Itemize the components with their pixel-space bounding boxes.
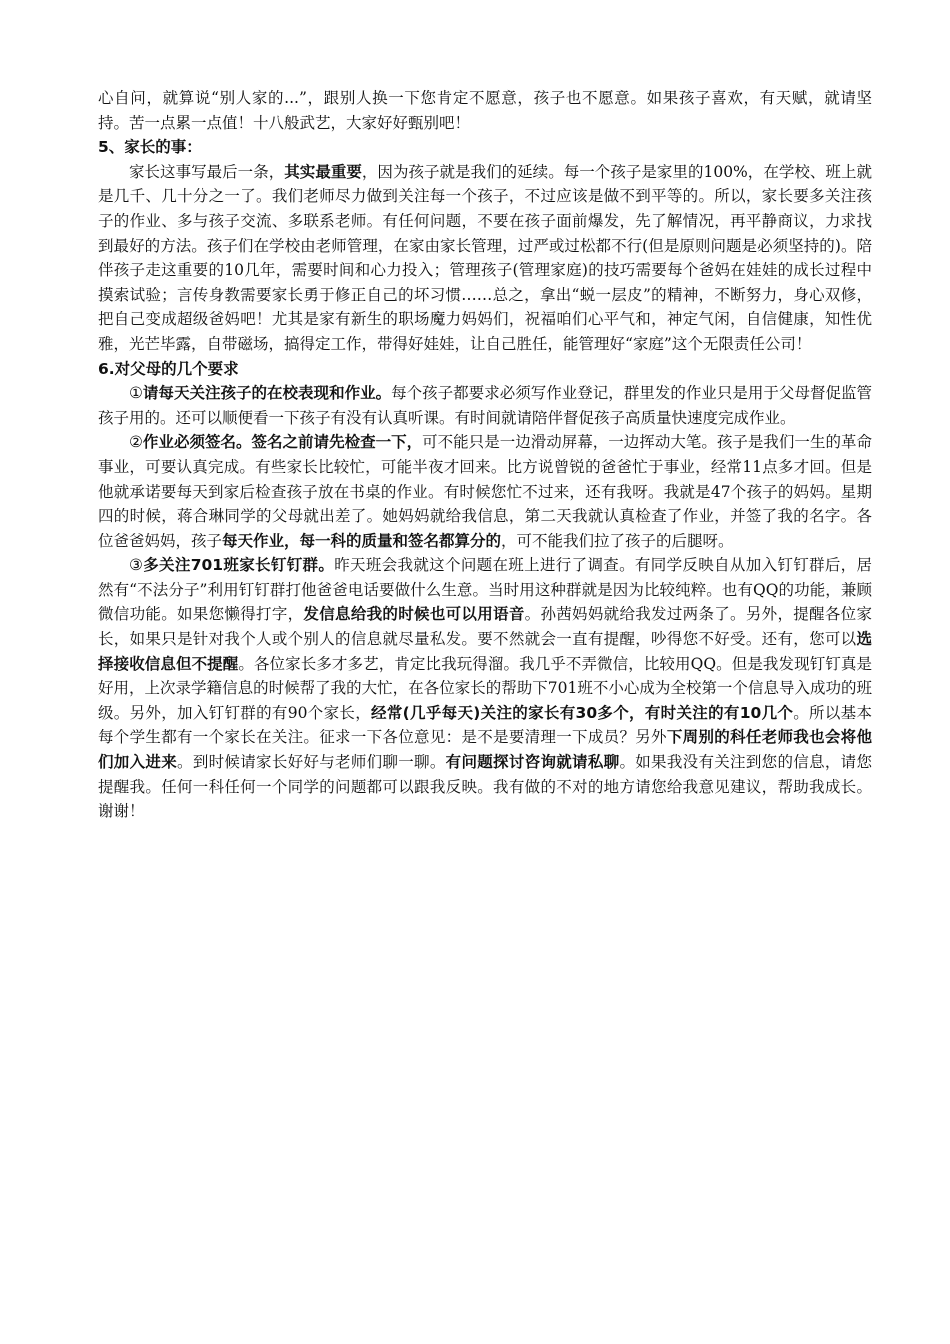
text-run: 。所以基本每个学生都有一个家长在关注。征求一下各位意见：是不是要清理一下成员？另外 [98, 703, 872, 747]
text-run: 。各位家长多才多艺，肯定比我玩得溜。我几乎不弄微信，比较用QQ。但是我发现钉钉真是好用，上次录学籍信息的时候帮了我的大忙，在各位家长的帮助下701班不小心成为全校第一个信息导入成功的班级。另外，加入钉钉群的有90个家长， [98, 654, 872, 722]
bold-text-run: 每天作业，每一科的质量和签名都算分的 [222, 531, 502, 550]
bold-text-run: 有问题探讨咨询就请私聊 [445, 753, 620, 772]
section-heading-5: 5、家长的事： [98, 138, 202, 157]
bold-text-run: 经常(几乎每天)关注的家长有30多个，有时关注的有10几个 [371, 703, 794, 722]
bold-text-run: 下周别的科任老师我也会将他们加入进来 [98, 728, 872, 772]
text-run: 心自问，就算说“别人家的...”，跟别人换一下您肯定不愿意，孩子也不愿意。如果孩子喜欢，有天赋，就请坚持。苦一点累一点值！十八般武艺，大家好好甄别吧！ [98, 89, 872, 132]
text-run: ，因为孩子就是我们的延续。每一个孩子是家里的100%，在学校、班上就是几千、几十分之一了。我们老师尽力做到关注每一个孩子，不过应该是做不到平等的。所以，家长要多关注孩子的作业、多与孩子交流、多联系老师。有任何问题，不要在孩子面前爆发，先了解情况，再平静商议，力求找到最好的方法。孩子们在学校由老师管理，在家由家长管理，过严或过松都不行(但是原则问题是必须坚持的)。陪伴孩子走这重要的10几年，需要时间和心力投入；管理孩子(管理家庭)的技巧需要每个爸妈在娃娃的成长过程中摸索试验；言传身教需要家长勇于修正自己的坏习惯……总之，拿出“蜕一层皮”的精神，不断努力，身心双修，把自己变成超级爸妈吧！尤其是家有新生的职场魔力妈妈们，祝福咱们心平气和，神定气闲，自信健康，知性优雅，光芒毕露，自带磁场，搞得定工作，带得好娃娃，让自己胜任，能管理好“家庭”这个无限责任公司！ [98, 162, 872, 353]
text-run: 可不能只是一边滑动屏幕，一边挥动大笔。孩子是我们一生的革命事业，可要认真完成。有些家长比较忙，可能半夜才回来。比方说曾锐的爸爸忙于事业，经常11点多才回。但是他就承诺要每天到家后检查孩子放在书桌的作业。有时候您忙不过来，还有我呀。我就是47个孩子的妈妈。星期四的时候，蒋合琳同学的父母就出差了。她妈妈就给我信息，第二天我就认真检查了作业，并签了我的名字。各位爸爸妈妈，孩子 [98, 433, 872, 550]
text-run: 。到时候请家长好好与老师们聊一聊。 [177, 753, 446, 772]
text-run: ，可不能我们拉了孩子的后腿呀。 [501, 531, 734, 550]
text-run: ① [129, 384, 143, 403]
bold-text-run: 作业必须签名。签名之前请先检查一下， [142, 433, 423, 452]
text-run: 。孙茜妈妈就给我发过两条了。另外，提醒各位家长，如果只是针对我个人或个别人的信息就尽量私发。要不然就会一直有提醒，吵得您不好受。还有，您可以 [98, 605, 872, 649]
bold-text-run: 其实最重要 [284, 162, 362, 181]
bold-text-run: 请每天关注孩子的在校表现和作业。 [142, 384, 392, 403]
paragraph-continuation [98, 86, 872, 135]
bold-text-run: 选择接收信息但不提醒 [98, 630, 872, 673]
document-page [98, 86, 872, 824]
text-run: ③ [129, 556, 144, 575]
text-run: 。如果我没有关注到您的信息，请您提醒我。任何一科任何一个同学的问题都可以跟我反映。我有做的不对的地方请您给我意见建议，帮助我成长。谢谢！ [98, 753, 872, 821]
text-run: 每个孩子都要求必须写作业登记，群里发的作业只是用于父母督促监管孩子用的。还可以顺便看一下孩子有没有认真听课。有时间就请陪伴督促孩子高质量快速度完成作业。 [98, 384, 872, 427]
requirement-item-1 [98, 381, 872, 430]
requirement-item-3 [98, 553, 872, 824]
text-run: 家长这事写最后一条， [129, 162, 285, 181]
section-heading-6: 6.对父母的几个要求 [98, 359, 239, 378]
bold-text-run: 发信息给我的时候也可以用语音 [303, 605, 525, 624]
text-run: ② [129, 433, 143, 452]
bold-text-run: 多关注701班家长钉钉群。 [143, 556, 335, 575]
requirement-item-2 [98, 430, 872, 553]
text-run: 昨天班会我就这个问题在班上进行了调查。有同学反映自从加入钉钉群后，居然有“不法分子”利用钉钉群打他爸爸电话要做什么生意。当时用这种群就是因为比较纯粹。也有QQ的功能，兼顾微信功能。如果您懒得打字， [98, 556, 872, 624]
paragraph-parents-matters [98, 160, 872, 357]
